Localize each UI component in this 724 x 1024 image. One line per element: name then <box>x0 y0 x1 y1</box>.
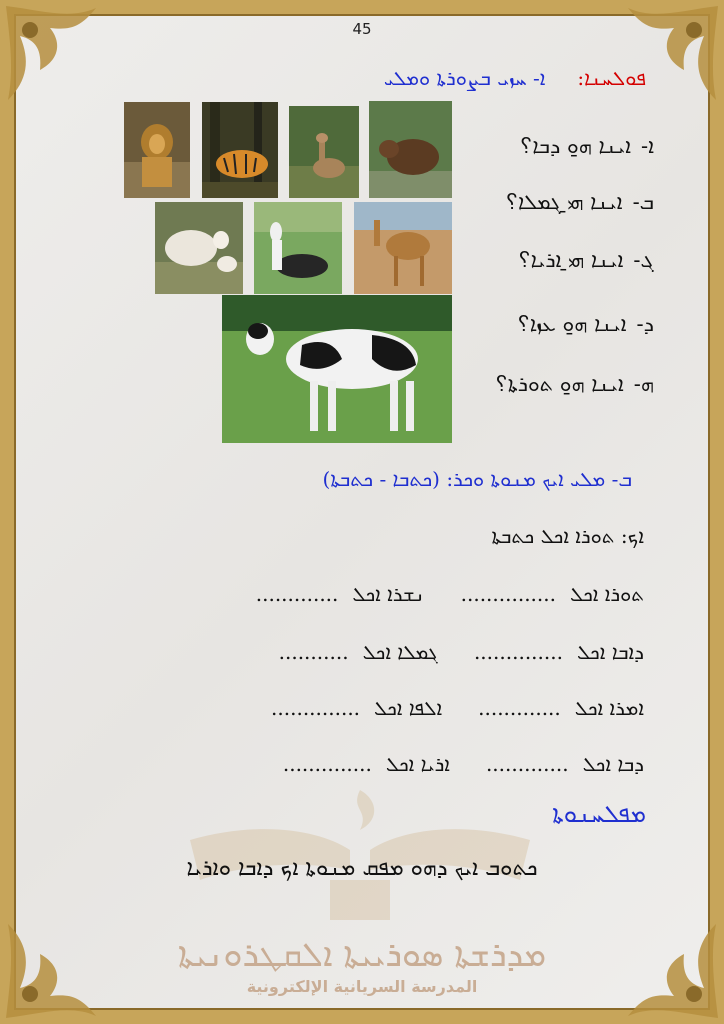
fill-line-3-right-blank[interactable]: ............. <box>478 696 561 720</box>
question-2 <box>506 190 654 215</box>
sheep-photo <box>155 202 243 294</box>
goat-photo <box>254 202 342 294</box>
question-4-text: ܐܝܢܐ ܗ̱ܘ ܥܙܐ؟ <box>518 312 627 336</box>
question-1-text: ܐܝܢܐ ܗ̱ܘ ܕܒܐ؟ <box>520 134 631 158</box>
fill-line-4-left-word: ܐܪܝܐ ܐܟܠ <box>385 752 450 776</box>
fill-line-4-right-word: ܕܒܐ ܐܟܠ <box>582 752 644 776</box>
fill-line-2 <box>265 640 644 664</box>
example-line: ܐܟ: ܬܘܪܐ ܐܟܠ ܟܬܒܬܐ <box>491 524 644 548</box>
page-number: 45 <box>352 20 372 38</box>
question-2-text: ܐܝܢܐ ܗ̱ܝ ܓܡܠܐ؟ <box>506 190 623 214</box>
fill-line-3 <box>257 696 644 720</box>
fill-line-1 <box>242 582 644 606</box>
fill-line-4-right-blank[interactable]: ............. <box>485 752 569 776</box>
cow-photo <box>222 295 452 443</box>
brand-syriac: ܡܕܪܫܬܐ ܣܘܪܝܝܬܐ ܐܠܩܛܪܘܢܝܬܐ <box>177 935 547 975</box>
tiger-photo <box>202 102 278 198</box>
exercise-label: ܦܘܠܚܢܐ: <box>577 66 646 90</box>
corner-ornament-top-right <box>604 0 724 120</box>
fill-line-3-left-word: ܐܠܦܐ ܐܟܠ <box>374 696 443 720</box>
bear-photo <box>369 101 452 198</box>
section-b-title: ܒ- ܡܠܝ ܐܝܟ ܡܢܘܬܐ ܘܟܪ: (ܟܬܒܐ - ܟܬܒܬܐ) <box>322 467 632 491</box>
question-1 <box>521 134 654 159</box>
corner-ornament-top-left <box>0 0 120 120</box>
question-5-text: ܐܝܢܐ ܗ̱ܘ ܬܘܪܬܐ؟ <box>496 372 624 396</box>
question-5 <box>496 372 654 397</box>
emblem-watermark <box>180 780 540 930</box>
fill-line-4-left-blank[interactable]: .............. <box>282 752 372 776</box>
brand-arabic: المدرسة السريانية الإلكترونية <box>246 977 478 996</box>
lion-photo <box>124 102 190 198</box>
section-a-title: ܐ- ܚܙܝ ܒܨܘܪܬܐ ܘܡܠܝ <box>383 66 546 90</box>
exercise-heading <box>384 66 646 90</box>
question-5-number: ܗ- <box>633 372 654 396</box>
question-3 <box>519 248 654 273</box>
section-c-title: ܡܦܠܚܢܘܬܐ <box>552 800 646 828</box>
fill-line-3-left-blank[interactable]: .............. <box>271 696 361 720</box>
fill-line-1-right-blank[interactable]: ............... <box>460 582 556 606</box>
deer-photo <box>289 106 359 198</box>
fill-line-3-right-word: ܐܡܪܐ ܐܟܠ <box>574 696 644 720</box>
question-4 <box>518 312 654 337</box>
fill-line-2-left-blank[interactable]: ........... <box>278 640 349 664</box>
brand-footer <box>0 935 724 996</box>
fill-line-1-right-word: ܬܘܪܐ ܐܟܠ <box>570 582 644 606</box>
camel-photo <box>354 202 452 294</box>
question-4-number: ܕ- <box>636 312 654 336</box>
question-3-number: ܓ- <box>633 248 654 272</box>
question-1-number: ܐ- <box>641 134 654 158</box>
fill-line-2-right-word: ܕܐܒܐ ܐܟܠ <box>576 640 644 664</box>
question-2-number: ܒ- <box>632 190 654 214</box>
fill-line-2-left-word: ܓܡܠܐ ܐܟܠ <box>362 640 438 664</box>
final-sentence: ܟܬܘܒ ܐܝܟ ܕܗܘ ܡܦܩ ܡܢܘܬܐ ܐܟ ܕܐܒܐ ܘܐܪܝܐ <box>186 856 538 881</box>
fill-line-1-left-word: ܢܫܪܐ ܐܟܠ <box>352 582 425 606</box>
fill-line-1-left-blank[interactable]: ............. <box>255 582 339 606</box>
fill-line-4 <box>269 752 644 776</box>
fill-line-2-right-blank[interactable]: .............. <box>473 640 563 664</box>
question-3-text: ܐܝܢܐ ܗ̱ܝ ܐܪܝܐ؟ <box>519 248 624 272</box>
